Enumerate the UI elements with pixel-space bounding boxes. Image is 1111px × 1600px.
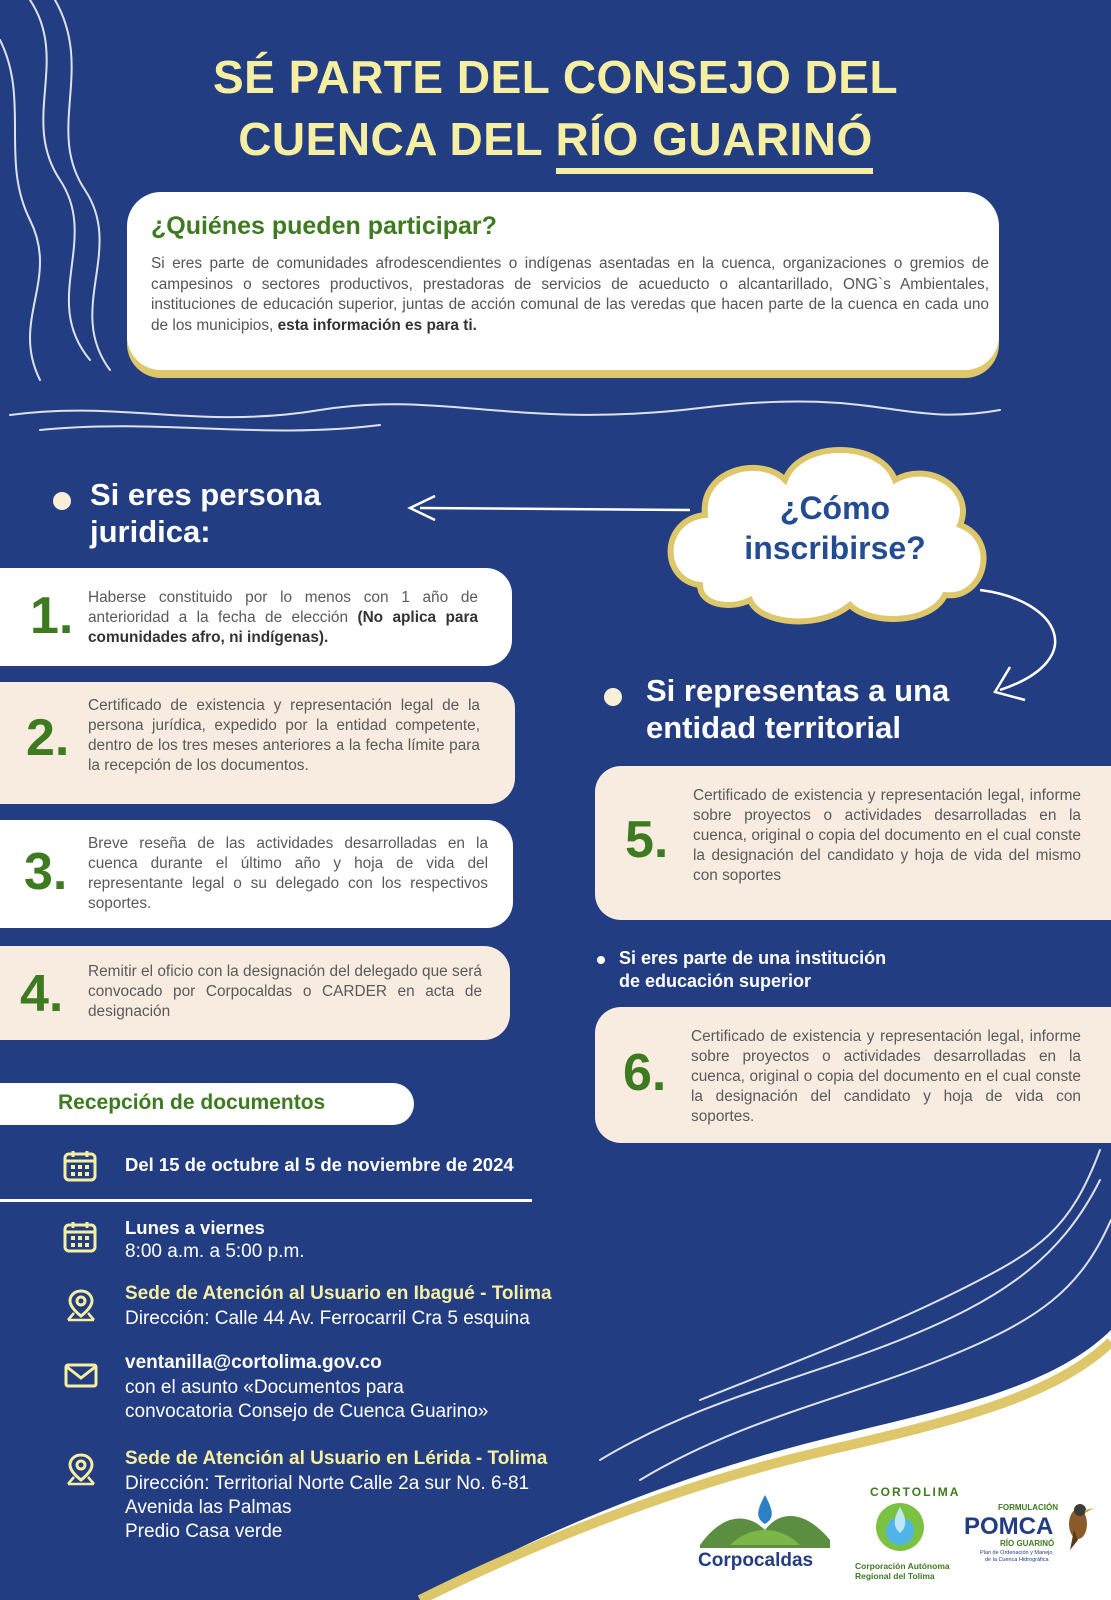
requirement-text: Certificado de existencia y representación legal, informe sobre proyectos o actividades desarrolladas en la cuenca, original o copia del documento en el cual conste la designación del candidato y hoja de vida con soportes. [691,1028,1081,1125]
requirement-text: Remitir el oficio con la designación del delegado que será convocado por Corpocaldas o CARDER en acta de designación [88,963,482,1020]
who-can-participate-box [127,192,999,370]
education-heading-line-1: Si eres parte de una institución [619,948,887,968]
requirement-card-6 [595,1007,1111,1143]
juridica-heading [90,476,321,550]
reception-pill [0,1083,414,1125]
who-heading: ¿Quiénes pueden participar? [151,212,497,240]
lerida-address-line-1: Dirección: Territorial Norte Calle 2a sur No. 6-81 [125,1473,530,1494]
education-heading-line-2: de educación superior [619,971,812,991]
calendar-icon [63,1220,97,1254]
cortolima-sub-2: Regional del Tolima [855,1571,935,1581]
pomca-logo-text: POMCA [964,1513,1054,1540]
education-heading [619,947,886,993]
juridica-heading-line-2: juridica: [90,514,211,549]
requirement-text-bold: (No aplica para comunidades afro, ni indígenas). [88,609,479,646]
how-to-register-label: ¿Cómo inscribirse? [744,490,926,566]
location-pin-icon [64,1288,98,1322]
requirement-number: 2. [26,709,70,767]
cortolima-sub-1: Corporación Autónoma [855,1561,950,1571]
requirement-number: 3. [24,843,68,901]
corpocaldas-logo-icon [695,1490,835,1550]
requirement-text-body: Haberse constituido por lo menos con 1 año de anterioridad a la fecha de elección [88,589,478,626]
reception-hours: 8:00 a.m. a 5:00 p.m. [125,1241,305,1262]
requirement-card-4 [0,946,510,1040]
contact-email[interactable]: ventanilla@cortolima.gov.co [125,1352,382,1373]
requirement-text: Certificado de existencia y representación legal de la persona jurídica, expedido por la entidad competente, dentro de los tres meses anteriores a la fecha límite para la recepción de los documentos. [88,697,480,774]
pomca-desc-1: Plan de Ordenación y Manejo [980,1550,1053,1556]
requirement-card-3 [0,820,513,928]
location-pin-icon [64,1452,98,1486]
title-river-name: RÍO GUARINÓ [556,112,873,174]
who-text [151,254,989,336]
title-line-2 [0,112,1111,174]
lerida-office-title: Sede de Atención al Usuario en Lérida - Tolima [125,1448,548,1469]
bullet-dot [604,688,622,706]
requirement-card-2 [0,682,515,804]
corpocaldas-logo-text: Corpocaldas [698,1550,814,1571]
bullet-dot [53,492,71,510]
who-text-bold: esta información es para ti. [277,316,477,334]
territorial-heading [646,672,949,746]
lerida-address-line-2: Avenida las Palmas [125,1497,292,1518]
divider [0,1199,532,1202]
bird-icon [1060,1500,1096,1552]
cortolima-logo-text: CORTOLIMA [870,1485,961,1499]
requirement-text [88,588,478,648]
ibague-office-address: Dirección: Calle 44 Av. Ferrocarril Cra 5 esquina [125,1308,530,1329]
who-text-body: Si eres parte de comunidades afrodescendientes o indígenas asentadas en la cuenca, organizaciones o gremios de campesinos o sectores productivos, prestadoras de servicios de acueducto o alcantarillado, ONG`s Ambientales, instituciones de educación superior, juntas de acción comunal de las veredas que hacen parte de la cuenca en cada uno de los municipios, [151,255,989,334]
territorial-heading-line-2: entidad territorial [646,710,901,745]
ibague-office-title: Sede de Atención al Usuario en Ibagué - Tolima [125,1283,552,1304]
requirement-card-5 [595,766,1111,920]
title-line-2-prefix: CUENCA DEL [238,113,556,165]
requirement-number: 5. [625,811,669,869]
requirement-number: 1. [30,587,74,645]
juridica-heading-line-1: Si eres persona [90,477,321,512]
requirement-text: Certificado de existencia y representación legal, informe sobre proyectos o actividades desarrolladas en la cuenca, original o copia del documento en el cual conste la designación del candidato y hoja de vida del mismo con soportes [693,787,1081,884]
requirement-text: Breve reseña de las actividades desarrolladas en la cuenca durante el último año y hoja de vida del representante legal o su delegado con los respectivos soportes. [88,835,488,912]
reception-dates: Del 15 de octubre al 5 de noviembre de 2024 [125,1154,514,1175]
requirement-number: 6. [623,1044,667,1102]
requirement-card-1 [0,568,512,666]
calendar-icon [63,1149,97,1183]
pomca-desc-2: de la Cuenca Hidrográfica [985,1557,1049,1563]
reception-label: Recepción de documentos [58,1091,326,1114]
lerida-address-line-3: Predio Casa verde [125,1521,283,1542]
pomca-top-label: FORMULACIÓN [998,1503,1058,1512]
title-line-1: SÉ PARTE DEL CONSEJO DEL [212,51,899,103]
requirement-number: 4. [20,965,64,1023]
reception-days: Lunes a viernes [125,1217,265,1238]
email-subject-line-1: con el asunto «Documentos para [125,1377,404,1398]
mail-icon [64,1358,98,1392]
email-subject-line-2: convocatoria Consejo de Cuenca Guarino» [125,1401,489,1422]
territorial-heading-line-1: Si representas a una [646,673,950,708]
bullet-dot [597,956,605,964]
pomca-river-label: RÍO GUARINÓ [1000,1539,1055,1548]
